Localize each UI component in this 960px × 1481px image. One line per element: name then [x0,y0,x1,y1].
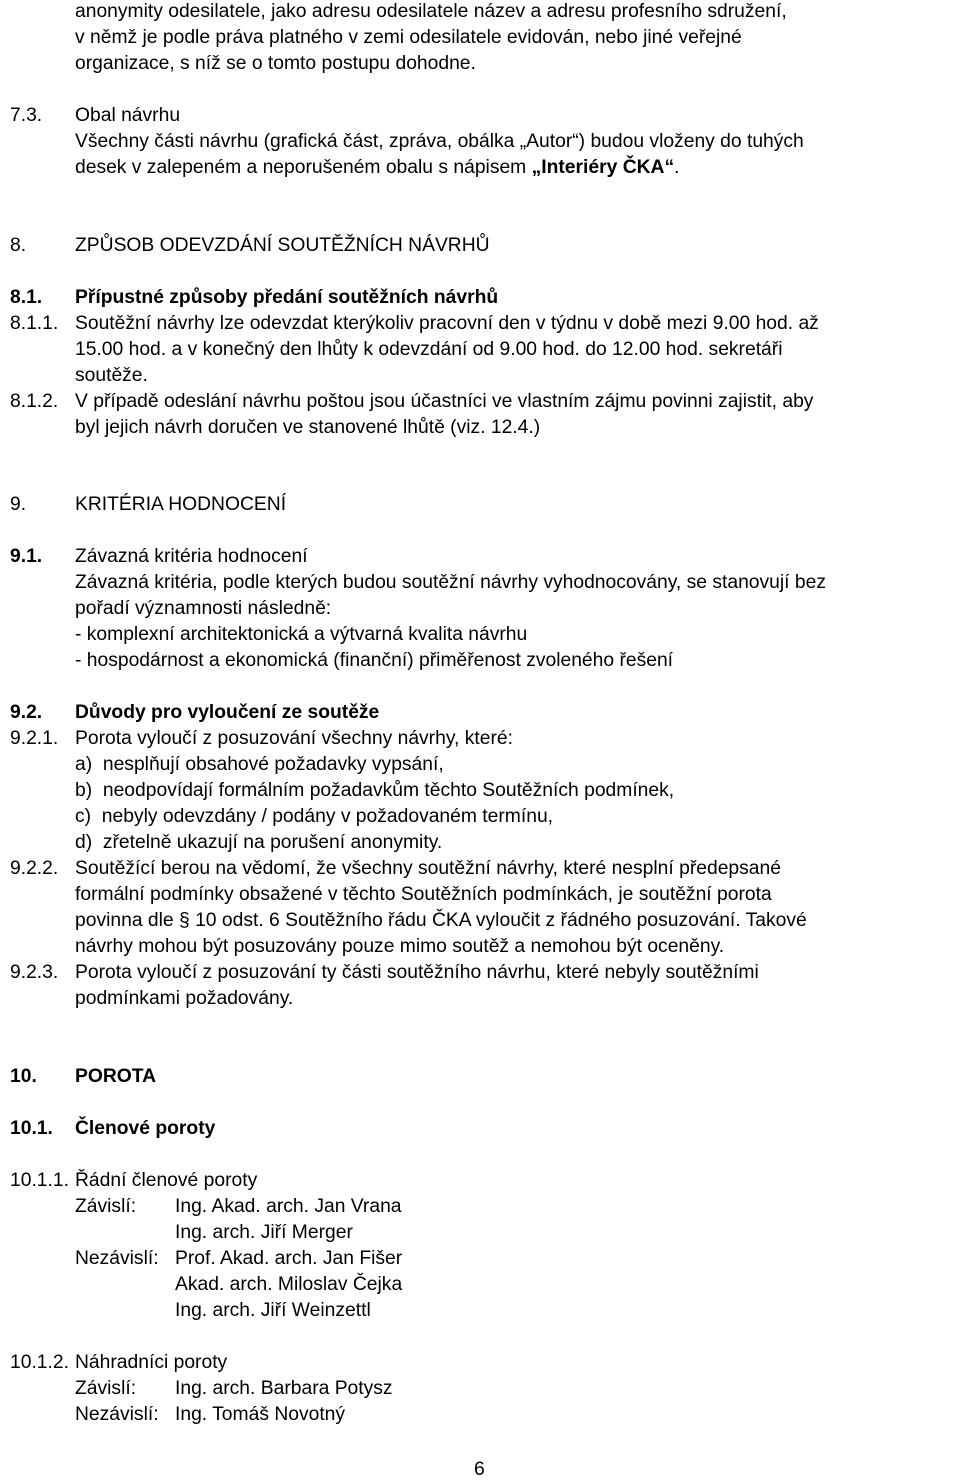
regular-dependent-member-2: Ing. arch. Jiří Merger [175,1222,353,1243]
section-8-1-number: 8.1. [10,287,43,308]
section-9-1-number: 9.1. [10,546,43,567]
section-9-2-3-number: 9.2.3. [10,962,59,983]
section-9-2-number: 9.2. [10,702,43,723]
regular-dependent-label: Závislí: [75,1196,137,1217]
section-8-1-1-number: 8.1.1. [10,313,59,334]
section-9-1-line-3: - komplexní architektonická a výtvarná kvalita návrhu [75,624,528,645]
section-9-2-1-item-a: a) nesplňují obsahové požadavky vypsání, [75,754,444,775]
section-10-1-2-number: 10.1.2. [10,1352,69,1373]
section-8-number: 8. [10,235,27,256]
section-10-1-1-number: 10.1.1. [10,1170,69,1191]
section-7-3-title: Obal návrhu [75,105,181,126]
section-10-1-2-title: Náhradníci poroty [75,1352,228,1373]
substitute-independent-label: Nezávislí: [75,1404,159,1425]
section-9-2-2-line-2: formální podmínky obsažené v těchto Soutěžních podmínkách, je soutěžní porota [75,884,772,905]
section-7-3-line-2-end: . [674,157,680,178]
section-9-2-3-line-1: Porota vyloučí z posuzování ty části soutěžního návrhu, které nebyly soutěžními [75,962,759,983]
section-8-1-1-line-3: soutěže. [75,365,148,386]
section-7-3-line-2-text: desek v zalepeném a neporušeném obalu s nápisem [75,157,532,178]
intro-line-2: v němž je podle práva platného v zemi odesilatele evidován, nebo jiné veřejné [75,27,742,48]
section-7-3-label: „Interiéry ČKA“ [531,157,675,178]
section-9-1-line-2: pořadí významnosti následně: [75,598,332,619]
section-10-1-1-title: Řádní členové poroty [75,1170,258,1191]
section-7-3-number: 7.3. [10,105,43,126]
section-9-2-1-intro: Porota vyloučí z posuzování všechny návrhy, které: [75,728,513,749]
section-9-1-line-4: - hospodárnost a ekonomická (finanční) přiměřenost zvoleného řešení [75,650,674,671]
section-9-1-title: Závazná kritéria hodnocení [75,546,308,567]
section-8-1-2-number: 8.1.2. [10,391,59,412]
section-9-number: 9. [10,494,27,515]
intro-line-1: anonymity odesilatele, jako adresu odesilatele název a adresu profesního sdružení, [75,1,787,22]
section-7-3-line-1: Všechny části návrhu (grafická část, zpráva, obálka „Autor“) budou vloženy do tuhých [75,131,804,152]
section-8-1-title: Přípustné způsoby předání soutěžních návrhů [75,287,499,308]
section-9-2-title: Důvody pro vyloučení ze soutěže [75,702,380,723]
section-10-1-number: 10.1. [10,1118,53,1139]
substitute-dependent-label: Závislí: [75,1378,137,1399]
section-10-number: 10. [10,1066,37,1087]
section-9-2-2-number: 9.2.2. [10,858,59,879]
section-9-2-1-item-b: b) neodpovídají formálním požadavkům těchto Soutěžních podmínek, [75,780,675,801]
section-9-title: KRITÉRIA HODNOCENÍ [75,494,287,515]
section-8-title: ZPŮSOB ODEVZDÁNÍ SOUTĚŽNÍCH NÁVRHŮ [75,235,490,256]
section-9-2-2-line-1: Soutěžící berou na vědomí, že všechny soutěžní návrhy, které nesplní předepsané [75,858,781,879]
regular-independent-member-3: Ing. arch. Jiří Weinzettl [175,1300,371,1321]
section-8-1-2-line-1: V případě odeslání návrhu poštou jsou účastníci ve vlastním zájmu povinni zajistit, aby [75,391,814,412]
page-number: 6 [474,1459,485,1480]
intro-line-3: organizace, s níž se o tomto postupu dohodne. [75,53,476,74]
section-10-1-title: Členové poroty [75,1118,216,1139]
section-8-1-2-line-2: byl jejich návrh doručen ve stanovené lhůtě (viz. 12.4.) [75,417,541,438]
regular-independent-member-2: Akad. arch. Miloslav Čejka [175,1274,403,1295]
substitute-dependent-member-1: Ing. arch. Barbara Potysz [175,1378,393,1399]
regular-independent-label: Nezávislí: [75,1248,159,1269]
section-10-title: POROTA [75,1066,157,1087]
section-9-1-line-1: Závazná kritéria, podle kterých budou soutěžní návrhy vyhodnocovány, se stanovují bez [75,572,826,593]
section-7-3-line-2 [75,158,679,177]
regular-dependent-member-1: Ing. Akad. arch. Jan Vrana [175,1196,402,1217]
section-8-1-1-line-2: 15.00 hod. a v konečný den lhůty k odevzdání od 9.00 hod. do 12.00 hod. sekretáři [75,339,783,360]
section-9-2-3-line-2: podmínkami požadovány. [75,988,294,1009]
section-9-2-1-item-c: c) nebyly odevzdány / podány v požadovaném termínu, [75,806,554,827]
section-9-2-1-item-d: d) zřetelně ukazují na porušení anonymity. [75,832,443,853]
section-9-2-2-line-4: návrhy mohou být posuzovány pouze mimo soutěž a nemohou být oceněny. [75,936,725,957]
section-8-1-1-line-1: Soutěžní návrhy lze odevzdat kterýkoliv pracovní den v týdnu v době mezi 9.00 hod. až [75,313,819,334]
section-9-2-2-line-3: povinna dle § 10 odst. 6 Soutěžního řádu ČKA vyloučit z řádného posuzování. Takové [75,910,807,931]
substitute-independent-member-1: Ing. Tomáš Novotný [175,1404,346,1425]
regular-independent-member-1: Prof. Akad. arch. Jan Fišer [175,1248,403,1269]
section-9-2-1-number: 9.2.1. [10,728,59,749]
